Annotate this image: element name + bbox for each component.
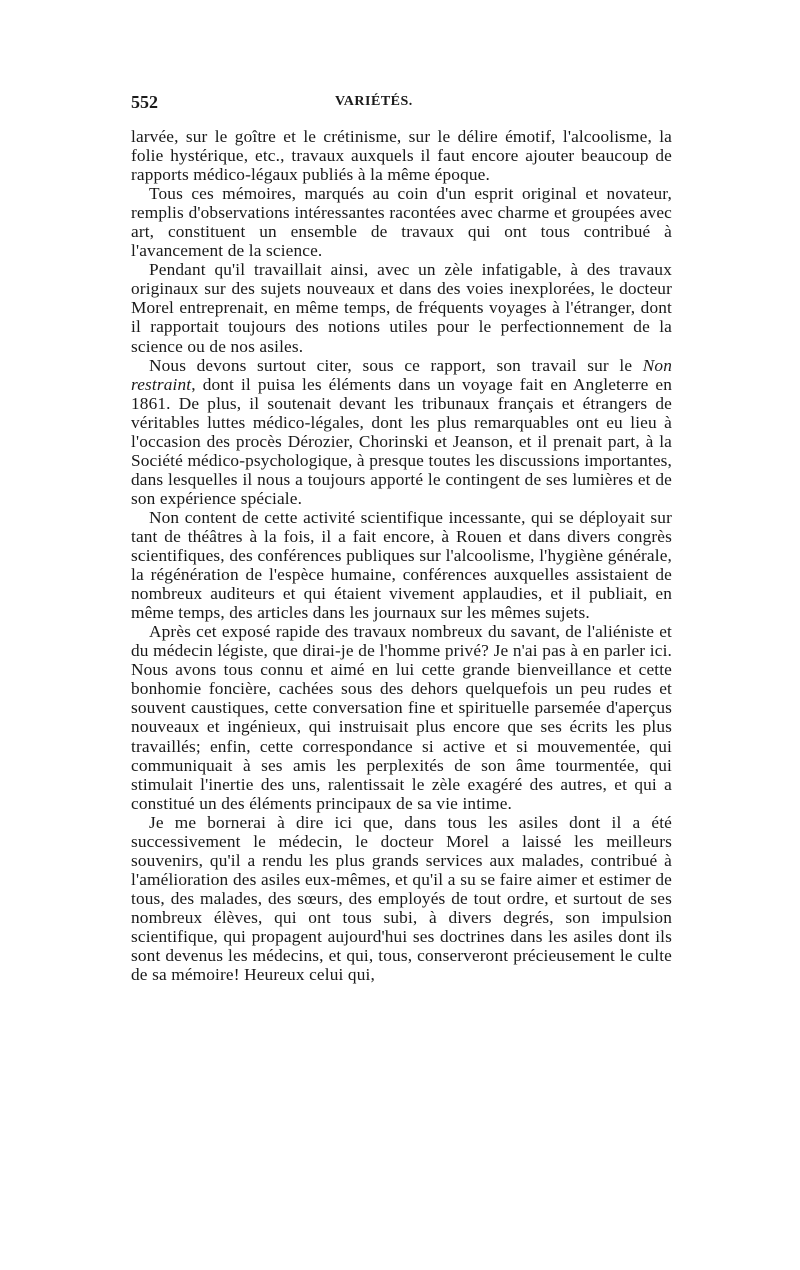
paragraph [131, 813, 672, 984]
paragraph [131, 508, 672, 622]
paragraph [131, 184, 672, 260]
text-run: Non content de cette activité scientifique incessante, qui se déployait sur tant de théâtres à la fois, il a fait encore, à Rouen et dans divers congrès scientifiques, des conférences publiques sur l'alcoolisme, l'hygiène générale, la régénération de l'espèce humaine, conférences auxquelles assistaient de nombreux auditeurs et qui étaient vivement applaudies, et il publiait, en même temps, des articles dans les journaux sur les mêmes sujets. [131, 507, 672, 623]
body-text [131, 127, 672, 984]
text-run: larvée, sur le goître et le crétinisme, sur le délire émotif, l'alcoolisme, la folie hystérique, etc., travaux auxquels il faut encore ajouter beaucoup de rapports médico-légaux publiés à la même époque. [131, 127, 672, 185]
text-run: Tous ces mémoires, marqués au coin d'un esprit original et novateur, remplis d'observations intéressantes racontées avec charme et groupées avec art, constituent un ensemble de travaux qui ont tous contribué à l'avancement de la science. [131, 184, 672, 261]
text-run: Nous devons surtout citer, sous ce rapport, son travail sur le [149, 355, 643, 375]
paragraph [131, 622, 672, 812]
text-run: Pendant qu'il travaillait ainsi, avec un zèle infatigable, à des travaux originaux sur des sujets nouveaux et dans des voies inexplorées, le docteur Morel entreprenait, en même temps, de fréquents voyages à l'étranger, dont il rapportait toujours des notions utiles pour le perfectionnement de la science ou de nos asiles. [131, 260, 672, 356]
page-header [131, 92, 672, 118]
paragraph [131, 127, 672, 184]
italic-phrase: Non restraint [131, 355, 672, 394]
text-run: Je me bornerai à dire ici que, dans tous les asiles dont il a été successivement le médecin, le docteur Morel a laissé les meilleurs souvenirs, qu'il a rendu les plus grands services aux malades, contribué à l'amélioration des asiles eux-mêmes, et qu'il a su se faire aimer et estimer de tous, des malades, des sœurs, des employés de tout ordre, et surtout de ses nombreux élèves, qui ont tous subi, à divers degrés, son impulsion scientifique, qui propagent aujourd'hui ses doctrines dans les asiles dont ils sont devenus les médecins, et qui, tous, conserveront précieusement le culte de sa mémoire! Heureux celui qui, [131, 812, 672, 985]
text-run: Après cet exposé rapide des travaux nombreux du savant, de l'aliéniste et du médecin légiste, que dirai-je de l'homme privé? Je n'ai pas à en parler ici. Nous avons tous connu et aimé en lui cette grande bienveillance et cette bonhomie foncière, cachées sous des dehors quelquefois un peu rudes et souvent caustiques, cette conversation fine et spirituelle parsemée d'aperçus nouveaux et ingénieux, qui instruisait plus encore que ses écrits les plus travaillés; enfin, cette correspondance si active et si mouvementée, qui communiquait à ses amis les perplexités de son âme tourmentée, qui stimulait l'inertie des uns, ralentissait le zèle exagéré des autres, et qui a constitué un des éléments principaux de sa vie intime. [131, 622, 672, 813]
text-run: , dont il puisa les éléments dans un voyage fait en Angleterre en 1861. De plus, il soutenait devant les tribunaux français et étrangers de véritables luttes médico-légales, dont les plus remarquables ont eu lieu à l'occasion des procès Dérozier, Chorinski et Jeanson, et il prenait part, à la Société médico-psychologique, à presque toutes les discussions importantes, dans lesquelles il nous a toujours apporté le contingent de ses lumières et de son expérience spéciale. [131, 374, 672, 508]
running-title: VARIÉTÉS. [335, 94, 413, 109]
page-number: 552 [131, 92, 158, 112]
paragraph [131, 260, 672, 355]
paragraph [131, 356, 672, 508]
book-page [131, 92, 672, 984]
